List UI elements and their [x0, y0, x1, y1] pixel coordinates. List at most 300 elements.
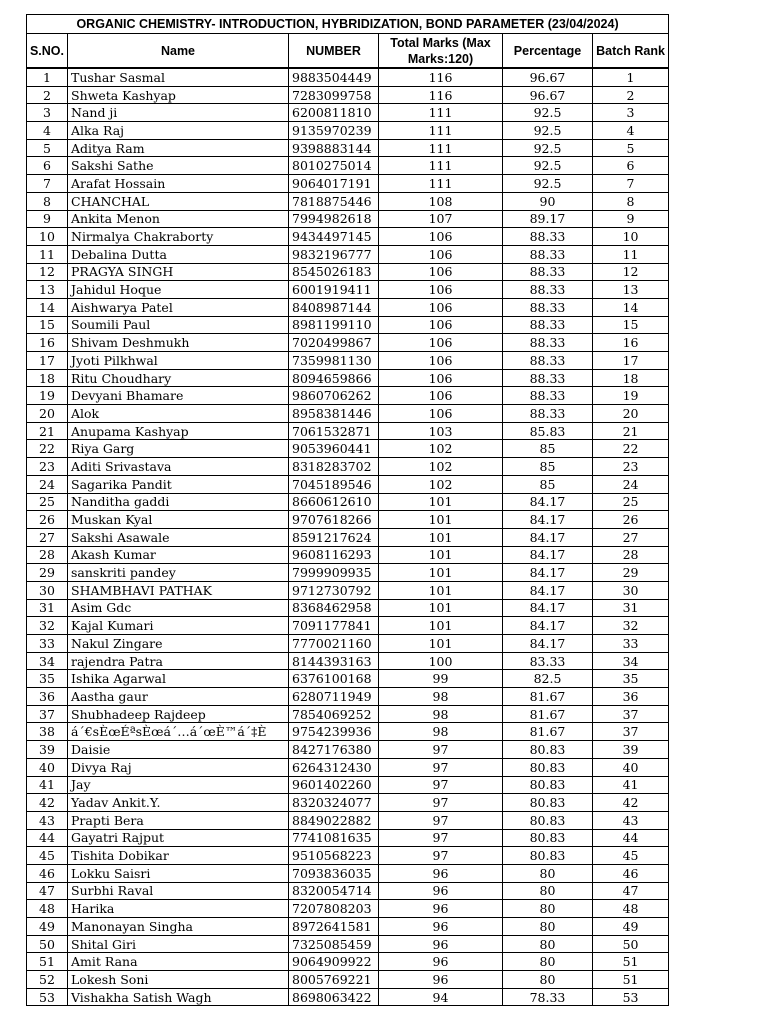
cell-name: rajendra Patra: [68, 652, 289, 670]
cell-total-marks: 111: [379, 157, 503, 175]
cell-batch-rank: 48: [593, 900, 669, 918]
cell-percentage: 84.17: [503, 546, 593, 564]
cell-sno: 10: [27, 228, 68, 246]
cell-name: Devyani Bhamare: [68, 387, 289, 405]
cell-name: Ishika Agarwal: [68, 670, 289, 688]
table-row: [27, 352, 669, 370]
cell-number: 9608116293: [289, 546, 379, 564]
header-percentage: Percentage: [503, 34, 593, 69]
cell-number: 9860706262: [289, 387, 379, 405]
cell-total-marks: 111: [379, 122, 503, 140]
cell-name: Muskan Kyal: [68, 511, 289, 529]
cell-name: PRAGYA SINGH: [68, 263, 289, 281]
cell-batch-rank: 45: [593, 847, 669, 865]
cell-sno: 24: [27, 475, 68, 493]
table-row: [27, 493, 669, 511]
cell-percentage: 80: [503, 971, 593, 989]
cell-number: 6264312430: [289, 758, 379, 776]
cell-number: 8005769221: [289, 971, 379, 989]
cell-percentage: 80: [503, 918, 593, 936]
cell-name: Nanditha gaddi: [68, 493, 289, 511]
cell-sno: 8: [27, 192, 68, 210]
cell-percentage: 80.83: [503, 776, 593, 794]
cell-sno: 48: [27, 900, 68, 918]
cell-batch-rank: 31: [593, 599, 669, 617]
cell-total-marks: 102: [379, 440, 503, 458]
table-row: [27, 705, 669, 723]
cell-percentage: 80: [503, 864, 593, 882]
cell-total-marks: 101: [379, 599, 503, 617]
cell-total-marks: 96: [379, 971, 503, 989]
cell-batch-rank: 12: [593, 263, 669, 281]
cell-number: 7093836035: [289, 864, 379, 882]
cell-sno: 15: [27, 316, 68, 334]
cell-sno: 38: [27, 723, 68, 741]
cell-number: 6280711949: [289, 688, 379, 706]
cell-percentage: 85: [503, 475, 593, 493]
cell-batch-rank: 50: [593, 935, 669, 953]
cell-percentage: 84.17: [503, 635, 593, 653]
cell-percentage: 89.17: [503, 210, 593, 228]
cell-percentage: 88.33: [503, 281, 593, 299]
cell-name: á´€sÈœÉªsÈœá´…á´œÈ™á´‡È: [68, 723, 289, 741]
cell-batch-rank: 37: [593, 723, 669, 741]
cell-percentage: 88.33: [503, 352, 593, 370]
cell-name: SHAMBHAVI PATHAK: [68, 581, 289, 599]
cell-percentage: 88.33: [503, 316, 593, 334]
cell-total-marks: 97: [379, 794, 503, 812]
cell-sno: 34: [27, 652, 68, 670]
cell-name: Nand ji: [68, 104, 289, 122]
cell-batch-rank: 15: [593, 316, 669, 334]
table-row: [27, 475, 669, 493]
table-row: [27, 546, 669, 564]
cell-sno: 17: [27, 352, 68, 370]
table-row: [27, 139, 669, 157]
cell-percentage: 88.33: [503, 228, 593, 246]
table-row: [27, 387, 669, 405]
cell-number: 8318283702: [289, 458, 379, 476]
table-row: [27, 122, 669, 140]
cell-total-marks: 97: [379, 741, 503, 759]
cell-batch-rank: 49: [593, 918, 669, 936]
cell-batch-rank: 1: [593, 68, 669, 86]
cell-sno: 50: [27, 935, 68, 953]
cell-sno: 7: [27, 175, 68, 193]
cell-sno: 23: [27, 458, 68, 476]
cell-batch-rank: 11: [593, 245, 669, 263]
cell-percentage: 88.33: [503, 387, 593, 405]
cell-name: Jahidul Hoque: [68, 281, 289, 299]
cell-number: 7359981130: [289, 352, 379, 370]
cell-number: 7325085459: [289, 935, 379, 953]
table-row: [27, 157, 669, 175]
cell-sno: 19: [27, 387, 68, 405]
cell-name: Ritu Choudhary: [68, 369, 289, 387]
cell-sno: 40: [27, 758, 68, 776]
cell-total-marks: 101: [379, 617, 503, 635]
cell-total-marks: 101: [379, 493, 503, 511]
cell-number: 7020499867: [289, 334, 379, 352]
cell-sno: 53: [27, 988, 68, 1006]
cell-batch-rank: 33: [593, 635, 669, 653]
cell-sno: 41: [27, 776, 68, 794]
table-row: [27, 723, 669, 741]
cell-name: Aditya Ram: [68, 139, 289, 157]
cell-total-marks: 107: [379, 210, 503, 228]
table-row: [27, 829, 669, 847]
cell-sno: 46: [27, 864, 68, 882]
cell-total-marks: 111: [379, 139, 503, 157]
cell-number: 8972641581: [289, 918, 379, 936]
cell-name: Yadav Ankit.Y.: [68, 794, 289, 812]
cell-total-marks: 99: [379, 670, 503, 688]
cell-name: Jay: [68, 776, 289, 794]
cell-sno: 52: [27, 971, 68, 989]
cell-sno: 9: [27, 210, 68, 228]
cell-total-marks: 102: [379, 475, 503, 493]
cell-batch-rank: 26: [593, 511, 669, 529]
cell-number: 8591217624: [289, 528, 379, 546]
cell-batch-rank: 30: [593, 581, 669, 599]
cell-sno: 45: [27, 847, 68, 865]
cell-number: 9754239936: [289, 723, 379, 741]
cell-name: Jyoti Pilkhwal: [68, 352, 289, 370]
cell-number: 8849022882: [289, 811, 379, 829]
cell-number: 9064017191: [289, 175, 379, 193]
cell-number: 8094659866: [289, 369, 379, 387]
cell-number: 7741081635: [289, 829, 379, 847]
table-row: [27, 458, 669, 476]
cell-sno: 43: [27, 811, 68, 829]
cell-percentage: 80: [503, 900, 593, 918]
table-row: [27, 741, 669, 759]
cell-name: Lokesh Soni: [68, 971, 289, 989]
cell-name: Surbhi Raval: [68, 882, 289, 900]
cell-percentage: 96.67: [503, 68, 593, 86]
cell-name: Vishakha Satish Wagh: [68, 988, 289, 1006]
cell-percentage: 84.17: [503, 528, 593, 546]
cell-batch-rank: 16: [593, 334, 669, 352]
cell-percentage: 80.83: [503, 847, 593, 865]
cell-name: Gayatri Rajput: [68, 829, 289, 847]
cell-batch-rank: 3: [593, 104, 669, 122]
cell-sno: 16: [27, 334, 68, 352]
cell-number: 7045189546: [289, 475, 379, 493]
cell-percentage: 80.83: [503, 794, 593, 812]
cell-total-marks: 106: [379, 316, 503, 334]
cell-sno: 18: [27, 369, 68, 387]
cell-sno: 49: [27, 918, 68, 936]
cell-total-marks: 98: [379, 705, 503, 723]
cell-number: 8408987144: [289, 298, 379, 316]
table-row: [27, 935, 669, 953]
cell-percentage: 78.33: [503, 988, 593, 1006]
cell-batch-rank: 42: [593, 794, 669, 812]
cell-batch-rank: 47: [593, 882, 669, 900]
cell-total-marks: 106: [379, 352, 503, 370]
cell-percentage: 85: [503, 458, 593, 476]
cell-sno: 6: [27, 157, 68, 175]
table-row: [27, 281, 669, 299]
cell-sno: 22: [27, 440, 68, 458]
cell-number: 9707618266: [289, 511, 379, 529]
cell-batch-rank: 19: [593, 387, 669, 405]
cell-batch-rank: 43: [593, 811, 669, 829]
table-row: [27, 511, 669, 529]
cell-total-marks: 97: [379, 847, 503, 865]
cell-number: 9135970239: [289, 122, 379, 140]
cell-total-marks: 101: [379, 528, 503, 546]
cell-number: 9832196777: [289, 245, 379, 263]
cell-number: 8010275014: [289, 157, 379, 175]
cell-percentage: 80: [503, 953, 593, 971]
cell-batch-rank: 4: [593, 122, 669, 140]
cell-percentage: 96.67: [503, 86, 593, 104]
cell-name: Alok: [68, 405, 289, 423]
cell-sno: 3: [27, 104, 68, 122]
cell-name: Aditi Srivastava: [68, 458, 289, 476]
cell-sno: 29: [27, 564, 68, 582]
cell-number: 7091177841: [289, 617, 379, 635]
cell-percentage: 84.17: [503, 617, 593, 635]
cell-sno: 33: [27, 635, 68, 653]
cell-total-marks: 106: [379, 263, 503, 281]
table-row: [27, 581, 669, 599]
cell-percentage: 81.67: [503, 723, 593, 741]
cell-number: 9601402260: [289, 776, 379, 794]
cell-sno: 12: [27, 263, 68, 281]
cell-total-marks: 101: [379, 546, 503, 564]
table-row: [27, 988, 669, 1006]
cell-sno: 35: [27, 670, 68, 688]
table-row: [27, 334, 669, 352]
cell-percentage: 82.5: [503, 670, 593, 688]
cell-number: 8958381446: [289, 405, 379, 423]
table-row: [27, 847, 669, 865]
header-batch-rank: Batch Rank: [593, 34, 669, 69]
cell-total-marks: 103: [379, 422, 503, 440]
table-row: [27, 864, 669, 882]
cell-batch-rank: 7: [593, 175, 669, 193]
cell-name: Shweta Kashyap: [68, 86, 289, 104]
cell-batch-rank: 20: [593, 405, 669, 423]
cell-number: 7854069252: [289, 705, 379, 723]
cell-percentage: 88.33: [503, 369, 593, 387]
cell-total-marks: 106: [379, 245, 503, 263]
table-row: [27, 86, 669, 104]
cell-name: Nakul Zingare: [68, 635, 289, 653]
table-row: [27, 422, 669, 440]
cell-percentage: 92.5: [503, 139, 593, 157]
cell-batch-rank: 41: [593, 776, 669, 794]
table-row: [27, 528, 669, 546]
cell-sno: 51: [27, 953, 68, 971]
cell-name: Shubhadeep Rajdeep: [68, 705, 289, 723]
header-number: NUMBER: [289, 34, 379, 69]
cell-sno: 28: [27, 546, 68, 564]
table-row: [27, 369, 669, 387]
cell-percentage: 83.33: [503, 652, 593, 670]
table-row: [27, 564, 669, 582]
cell-percentage: 92.5: [503, 122, 593, 140]
cell-name: Harika: [68, 900, 289, 918]
cell-number: 6001919411: [289, 281, 379, 299]
cell-batch-rank: 32: [593, 617, 669, 635]
cell-sno: 42: [27, 794, 68, 812]
cell-sno: 4: [27, 122, 68, 140]
cell-name: Manonayan Singha: [68, 918, 289, 936]
cell-sno: 27: [27, 528, 68, 546]
cell-batch-rank: 8: [593, 192, 669, 210]
cell-sno: 13: [27, 281, 68, 299]
cell-batch-rank: 35: [593, 670, 669, 688]
cell-name: Kajal Kumari: [68, 617, 289, 635]
cell-percentage: 88.33: [503, 405, 593, 423]
cell-name: Tishita Dobikar: [68, 847, 289, 865]
cell-number: 9434497145: [289, 228, 379, 246]
cell-percentage: 80.83: [503, 758, 593, 776]
cell-batch-rank: 9: [593, 210, 669, 228]
cell-total-marks: 96: [379, 953, 503, 971]
table-row: [27, 794, 669, 812]
table-body: [27, 68, 669, 1006]
cell-total-marks: 96: [379, 918, 503, 936]
cell-percentage: 84.17: [503, 581, 593, 599]
cell-number: 8144393163: [289, 652, 379, 670]
cell-percentage: 80: [503, 935, 593, 953]
cell-percentage: 88.33: [503, 298, 593, 316]
cell-percentage: 84.17: [503, 599, 593, 617]
cell-total-marks: 96: [379, 864, 503, 882]
cell-number: 8427176380: [289, 741, 379, 759]
cell-total-marks: 106: [379, 281, 503, 299]
cell-name: Daisie: [68, 741, 289, 759]
table-row: [27, 776, 669, 794]
cell-batch-rank: 36: [593, 688, 669, 706]
cell-name: Divya Raj: [68, 758, 289, 776]
cell-batch-rank: 28: [593, 546, 669, 564]
cell-total-marks: 96: [379, 900, 503, 918]
table-row: [27, 882, 669, 900]
table-row: [27, 688, 669, 706]
table-row: [27, 811, 669, 829]
cell-name: CHANCHAL: [68, 192, 289, 210]
cell-total-marks: 97: [379, 829, 503, 847]
cell-number: 8320324077: [289, 794, 379, 812]
cell-percentage: 85: [503, 440, 593, 458]
table-row: [27, 652, 669, 670]
cell-name: Asim Gdc: [68, 599, 289, 617]
cell-number: 9064909922: [289, 953, 379, 971]
table-row: [27, 758, 669, 776]
cell-percentage: 85.83: [503, 422, 593, 440]
table-row: [27, 405, 669, 423]
cell-name: Ankita Menon: [68, 210, 289, 228]
table-row: [27, 104, 669, 122]
cell-total-marks: 101: [379, 635, 503, 653]
cell-total-marks: 102: [379, 458, 503, 476]
table-row: [27, 635, 669, 653]
cell-name: Debalina Dutta: [68, 245, 289, 263]
table-row: [27, 263, 669, 281]
cell-name: Arafat Hossain: [68, 175, 289, 193]
cell-batch-rank: 40: [593, 758, 669, 776]
cell-number: 7994982618: [289, 210, 379, 228]
table-row: [27, 953, 669, 971]
table-row: [27, 918, 669, 936]
cell-batch-rank: 24: [593, 475, 669, 493]
cell-name: Anupama Kashyap: [68, 422, 289, 440]
cell-name: Shivam Deshmukh: [68, 334, 289, 352]
cell-batch-rank: 17: [593, 352, 669, 370]
cell-percentage: 80.83: [503, 829, 593, 847]
cell-sno: 21: [27, 422, 68, 440]
cell-number: 9053960441: [289, 440, 379, 458]
cell-sno: 36: [27, 688, 68, 706]
cell-number: 8698063422: [289, 988, 379, 1006]
cell-batch-rank: 51: [593, 971, 669, 989]
table-row: [27, 245, 669, 263]
cell-total-marks: 96: [379, 935, 503, 953]
table-row: [27, 599, 669, 617]
table-row: [27, 316, 669, 334]
table-row: [27, 617, 669, 635]
cell-number: 7207808203: [289, 900, 379, 918]
cell-percentage: 92.5: [503, 157, 593, 175]
cell-total-marks: 106: [379, 405, 503, 423]
cell-name: Shital Giri: [68, 935, 289, 953]
cell-batch-rank: 44: [593, 829, 669, 847]
cell-total-marks: 101: [379, 564, 503, 582]
cell-total-marks: 98: [379, 723, 503, 741]
header-row: [27, 34, 669, 69]
cell-sno: 11: [27, 245, 68, 263]
cell-batch-rank: 23: [593, 458, 669, 476]
cell-percentage: 90: [503, 192, 593, 210]
cell-name: Soumili Paul: [68, 316, 289, 334]
cell-number: 6376100168: [289, 670, 379, 688]
cell-total-marks: 94: [379, 988, 503, 1006]
cell-total-marks: 101: [379, 581, 503, 599]
cell-name: Sakshi Asawale: [68, 528, 289, 546]
cell-total-marks: 98: [379, 688, 503, 706]
cell-total-marks: 106: [379, 228, 503, 246]
cell-sno: 14: [27, 298, 68, 316]
cell-batch-rank: 39: [593, 741, 669, 759]
cell-batch-rank: 18: [593, 369, 669, 387]
cell-number: 8660612610: [289, 493, 379, 511]
cell-number: 9510568223: [289, 847, 379, 865]
cell-sno: 26: [27, 511, 68, 529]
cell-percentage: 84.17: [503, 564, 593, 582]
results-table: [26, 14, 669, 1006]
cell-batch-rank: 53: [593, 988, 669, 1006]
table-row: [27, 298, 669, 316]
cell-total-marks: 97: [379, 811, 503, 829]
cell-name: Tushar Sasmal: [68, 68, 289, 86]
cell-sno: 20: [27, 405, 68, 423]
cell-name: Nirmalya Chakraborty: [68, 228, 289, 246]
cell-total-marks: 100: [379, 652, 503, 670]
cell-batch-rank: 2: [593, 86, 669, 104]
cell-batch-rank: 29: [593, 564, 669, 582]
cell-batch-rank: 22: [593, 440, 669, 458]
cell-total-marks: 111: [379, 175, 503, 193]
cell-total-marks: 106: [379, 369, 503, 387]
cell-total-marks: 106: [379, 387, 503, 405]
cell-sno: 39: [27, 741, 68, 759]
